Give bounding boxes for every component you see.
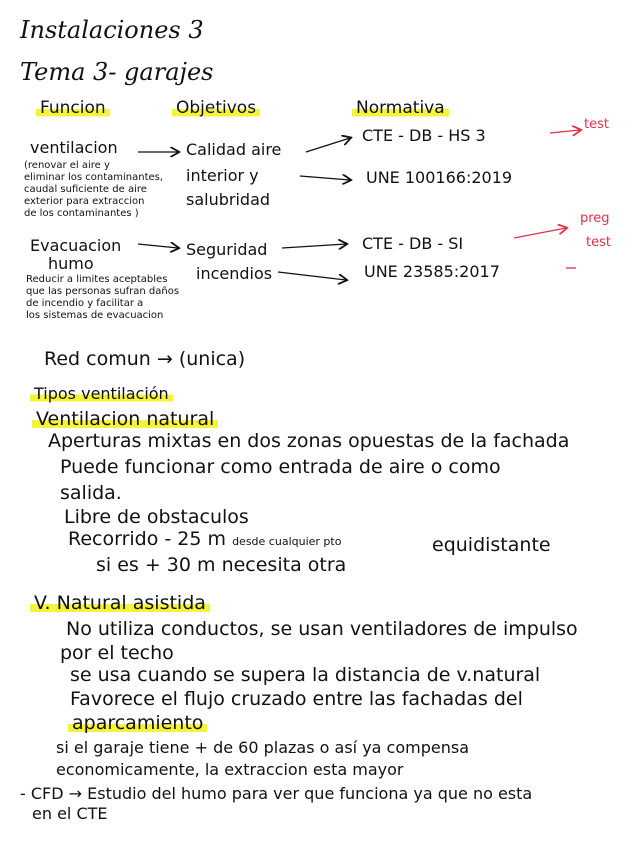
arrow-objetivo-norma-1a [306,138,350,152]
asistida-line-2: por el techo [60,642,174,664]
asistida-line-1: No utiliza conductos, se usan ventiladores de impulso [66,618,578,640]
asistida-line-7: economicamente, la extraccion esta mayor [56,760,404,779]
arrow-funcion-objetivo-2 [138,244,178,248]
tipos-heading [30,386,173,402]
red-comun [44,350,245,369]
header-normativa [352,100,449,117]
natural-line-6-extra: equidistante [432,534,551,556]
red-arrow-preg [514,228,566,238]
natural-line-2: Puede funcionar como entrada de aire o como [60,456,501,478]
natural-line-6: si es + 30 m necesita otra [96,554,347,576]
row1-norma-2: UNE 100166:2019 [366,168,513,187]
red-comun-right: (unica) [178,348,246,370]
asistida-line-8: - CFD → Estudio del humo para ver que funciona ya que no esta [20,784,533,803]
header-objetivos-text: Objetivos [172,98,260,118]
header-normativa-text: Normativa [352,98,449,118]
header-funcion [36,100,110,117]
natural-heading [32,410,218,429]
header-funcion-text: Funcion [36,98,110,118]
row2-tag-test: test [586,235,611,250]
asistida-heading [30,594,210,613]
row2-objetivo-1: Seguridad [186,240,268,259]
title-line-1: Instalaciones 3 [20,16,204,44]
row2-norma-1: CTE - DB - SI [362,234,464,253]
natural-line-3: salida. [60,482,122,504]
row2-funcion-1: Evacuacion [30,236,122,255]
natural-line-5-main: Recorrido - 25 m [68,528,227,550]
row1-funcion: ventilacion [30,138,118,157]
row2-norma-2: UNE 23585:2017 [364,262,500,281]
row1-objetivo-1: Calidad aire [186,140,282,159]
arrow-objetivo-norma-2a [282,244,346,248]
row1-tag-test: test [584,117,609,132]
title-line-2: Tema 3- garajes [20,58,214,86]
asistida-line-3: se usa cuando se supera la distancia de v.natural [70,664,541,686]
arrow-objetivo-norma-1b [300,176,350,180]
tipos-heading-text: Tipos ventilación [30,384,173,403]
row1-objetivo-3: salubridad [186,190,271,209]
header-objetivos [172,100,260,117]
natural-line-1: Aperturas mixtas en dos zonas opuestas de la fachada [48,430,570,452]
asistida-line-5 [68,714,207,733]
asistida-line-6: si el garaje tiene + de 60 plazas o así ya compensa [56,738,470,757]
asistida-line-5-text: aparcamiento [68,712,207,734]
asistida-heading-text: V. Natural asistida [30,592,210,614]
red-arrow-test [550,130,580,133]
arrow-objetivo-norma-2b [278,272,346,280]
row1-note: (renovar el aire y eliminar los contaminantes, caudal suficiente de aire exterior para extraccion de los contaminantes ) [24,160,164,219]
natural-line-4: Libre de obstaculos [64,506,249,528]
row1-objetivo-2: interior y [186,166,259,185]
natural-line-5-small: desde cualquier pto [232,535,342,548]
row1-norma-1: CTE - DB - HS 3 [362,126,486,145]
asistida-line-9: en el CTE [32,804,108,823]
red-comun-arrow: → [156,348,173,370]
row2-objetivo-2: incendios [196,264,273,283]
row2-tag-preg: preg [580,211,610,226]
natural-heading-text: Ventilacion natural [32,408,218,430]
red-comun-left: Red comun [44,348,151,370]
row2-funcion-2: humo [48,254,94,273]
natural-line-5 [68,530,341,549]
asistida-line-4: Favorece el flujo cruzado entre las fachadas del [70,688,523,710]
row2-note: Reducir a limites aceptables que las personas sufran daños de incendio y facilitar a los sistemas de evacuacion [26,274,180,321]
